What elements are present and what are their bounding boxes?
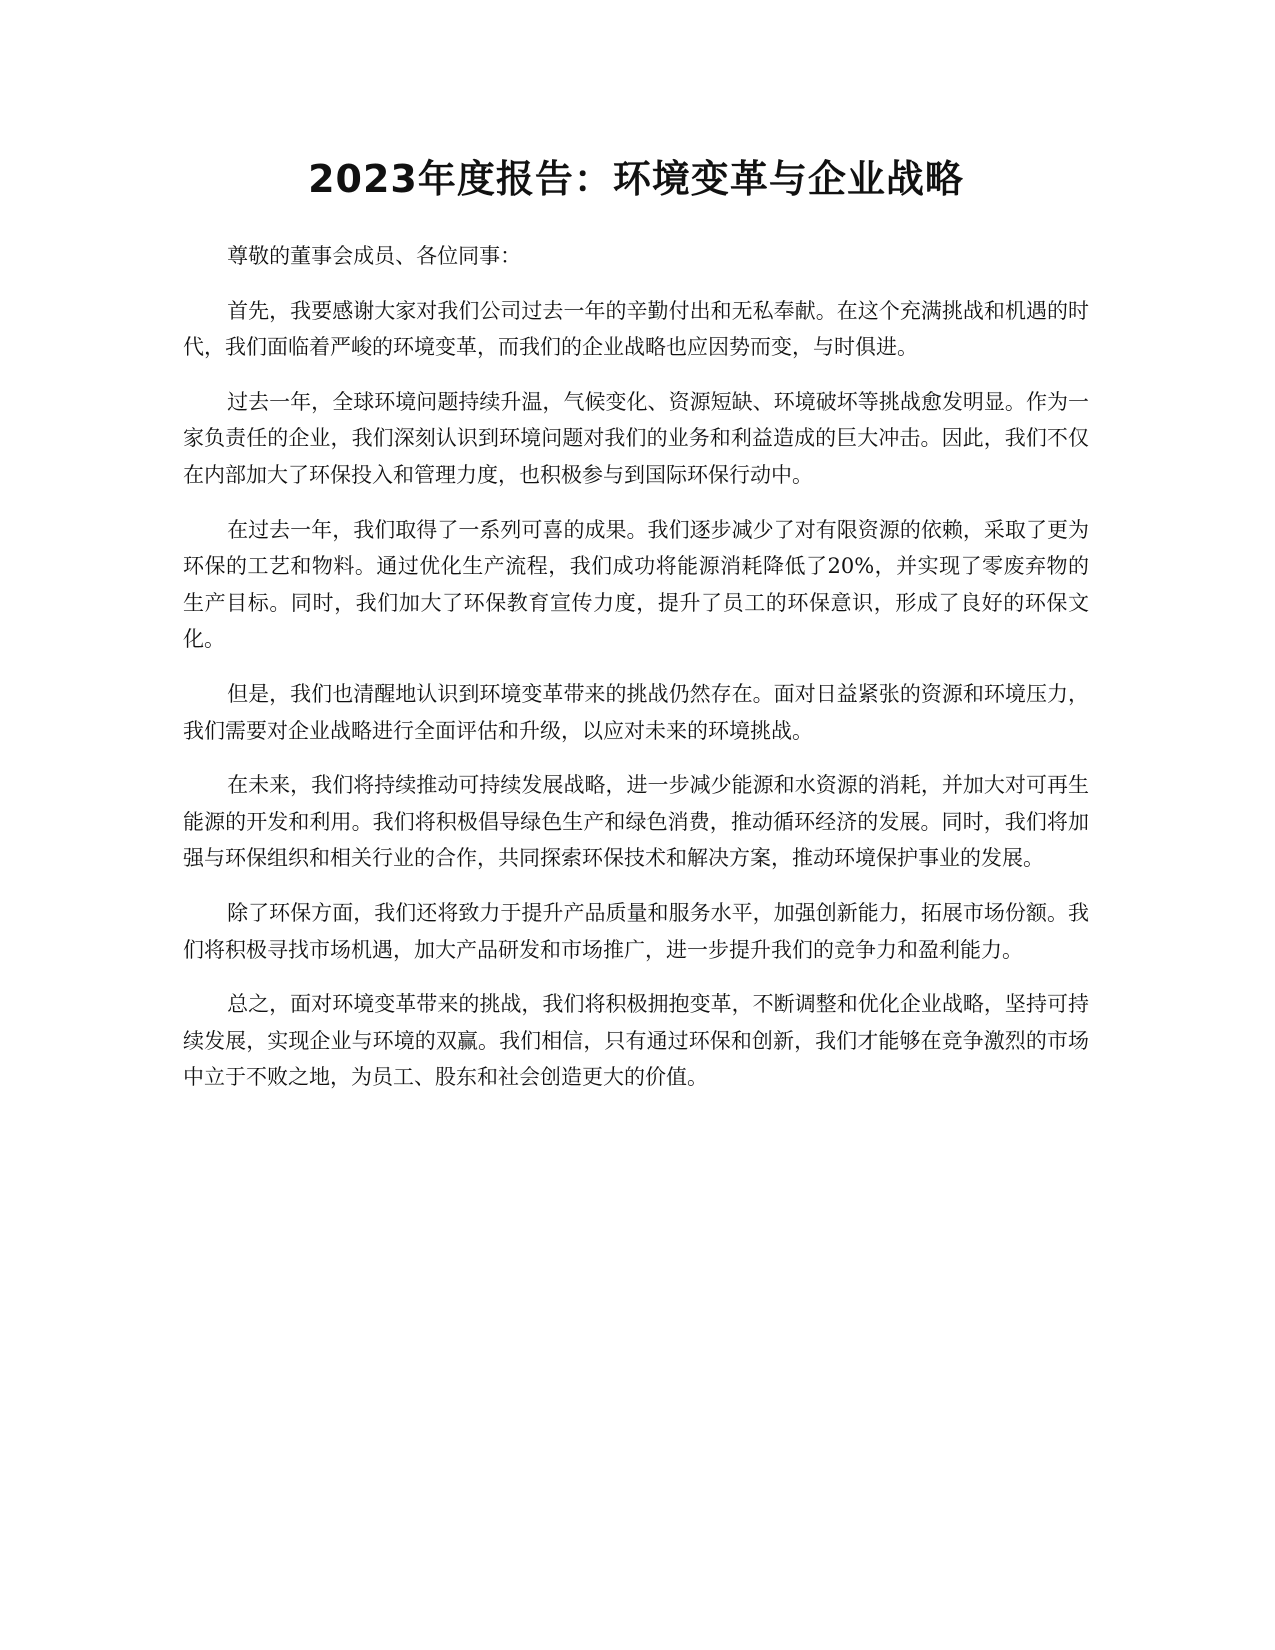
paragraph: 但是，我们也清醒地认识到环境变革带来的挑战仍然存在。面对日益紧张的资源和环境压力，我们需要对企业战略进行全面评估和升级，以应对未来的环境挑战。: [183, 681, 1089, 743]
document-body: [183, 238, 1089, 1114]
paragraph: 在未来，我们将持续推动可持续发展战略，进一步减少能源和水资源的消耗，并加大对可再生能源的开发和利用。我们将积极倡导绿色生产和绿色消费，推动循环经济的发展。同时，我们将加强与环保组织和相关行业的合作，共同探索环保技术和解决方案，推动环境保护事业的发展。: [183, 773, 1089, 871]
paragraph: 过去一年，全球环境问题持续升温，气候变化、资源短缺、环境破坏等挑战愈发明显。作为一家负责任的企业，我们深刻认识到环境问题对我们的业务和利益造成的巨大冲击。因此，我们不仅在内部加大了环保投入和管理力度，也积极参与到国际环保行动中。: [183, 389, 1089, 487]
paragraph: 除了环保方面，我们还将致力于提升产品质量和服务水平，加强创新能力，拓展市场份额。我们将积极寻找市场机遇，加大产品研发和市场推广，进一步提升我们的竞争力和盈利能力。: [183, 900, 1089, 962]
paragraph: 在过去一年，我们取得了一系列可喜的成果。我们逐步减少了对有限资源的依赖，采取了更为环保的工艺和物料。通过优化生产流程，我们成功将能源消耗降低了20%，并实现了零废弃物的生产目标。同时，我们加大了环保教育宣传力度，提升了员工的环保意识，形成了良好的环保文化。: [183, 517, 1089, 652]
paragraph: 总之，面对环境变革带来的挑战，我们将积极拥抱变革，不断调整和优化企业战略，坚持可持续发展，实现企业与环境的双赢。我们相信，只有通过环保和创新，我们才能够在竞争激烈的市场中立于不败之地，为员工、股东和社会创造更大的价值。: [183, 992, 1089, 1090]
document-page: [183, 0, 1089, 1650]
document-title: 2023年度报告：环境变革与企业战略: [308, 157, 964, 201]
salutation: 尊敬的董事会成员、各位同事：: [227, 244, 522, 268]
paragraph: 首先，我要感谢大家对我们公司过去一年的辛勤付出和无私奉献。在这个充满挑战和机遇的时代，我们面临着严峻的环境变革，而我们的企业战略也应因势而变，与时俱进。: [183, 298, 1089, 360]
